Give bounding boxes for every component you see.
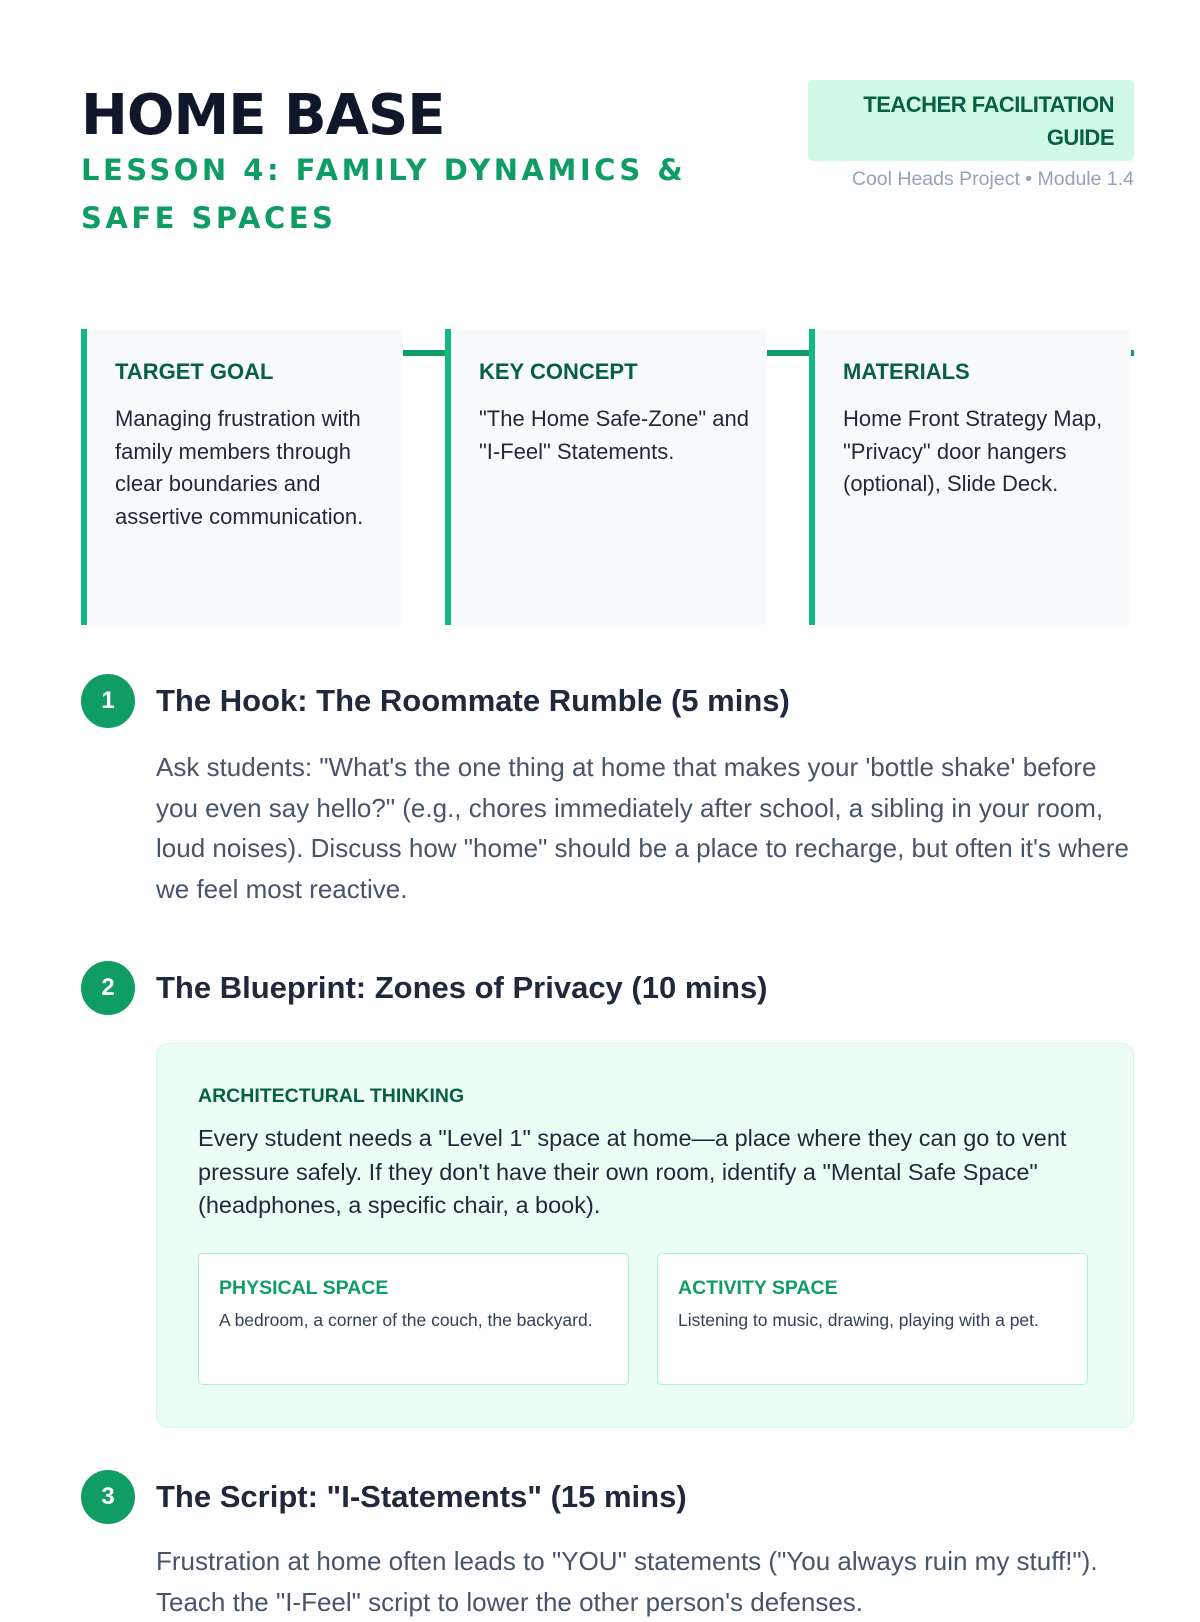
box-text: Listening to music, drawing, playing with a pet. xyxy=(678,1310,1039,1330)
section-text-hook: Ask students: "What's the one thing at home that makes your 'bottle shake' before you even say hello?" (e.g., chores immediately after school, a sibling in your room, loud noises). Discuss how "home" should be a place to recharge, but often it's where we feel most reactive. xyxy=(156,752,1129,904)
guide-badge: TEACHER FACILITATION GUIDE xyxy=(808,80,1134,161)
card-body: "The Home Safe-Zone" and "I-Feel" Statements. xyxy=(479,406,749,464)
box-title: ACTIVITY SPACE xyxy=(678,1277,838,1299)
card-title: MATERIALS xyxy=(843,359,970,384)
info-cards xyxy=(81,329,1134,625)
section-number-badge: 3 xyxy=(81,1470,135,1524)
section-number-badge: 2 xyxy=(81,961,135,1015)
card-body: Managing frustration with family members through clear boundaries and assertive communication. xyxy=(115,406,364,529)
box-text: A bedroom, a corner of the couch, the backyard. xyxy=(219,1310,593,1330)
card-title: TARGET GOAL xyxy=(115,359,274,384)
key-concept-card xyxy=(445,329,767,625)
architectural-thinking-panel xyxy=(156,1043,1134,1428)
module-label: Cool Heads Project • Module 1.4 xyxy=(851,168,1134,190)
lesson-subtitle: LESSON 4: FAMILY DYNAMICS & SAFE SPACES xyxy=(81,153,687,235)
section-title-script: The Script: "I-Statements" (15 mins) xyxy=(156,1479,687,1514)
physical-space-box xyxy=(198,1253,629,1385)
target-goal-card xyxy=(81,329,403,625)
activity-space-box xyxy=(657,1253,1088,1385)
box-title: PHYSICAL SPACE xyxy=(219,1277,389,1299)
materials-card xyxy=(809,329,1131,625)
card-title: KEY CONCEPT xyxy=(479,359,638,384)
page-title: HOME BASE xyxy=(81,83,445,148)
panel-text: Every student needs a "Level 1" space at home—a place where they can go to vent pressure safely. If they don't have their own room, identify a "Mental Safe Space" (headphones, a specific chair, a book). xyxy=(198,1125,1067,1218)
section-text-script: Frustration at home often leads to "YOU" statements ("You always ruin my stuff!"). Teach the "I-Feel" script to lower the other person's defenses. xyxy=(156,1546,1098,1617)
section-title-hook: The Hook: The Roommate Rumble (5 mins) xyxy=(156,683,790,718)
card-body: Home Front Strategy Map, "Privacy" door hangers (optional), Slide Deck. xyxy=(843,406,1103,496)
page-header xyxy=(81,80,1134,276)
section-title-blueprint: The Blueprint: Zones of Privacy (10 mins) xyxy=(156,970,768,1005)
section-number-badge: 1 xyxy=(81,674,135,728)
panel-label: ARCHITECTURAL THINKING xyxy=(198,1085,465,1107)
